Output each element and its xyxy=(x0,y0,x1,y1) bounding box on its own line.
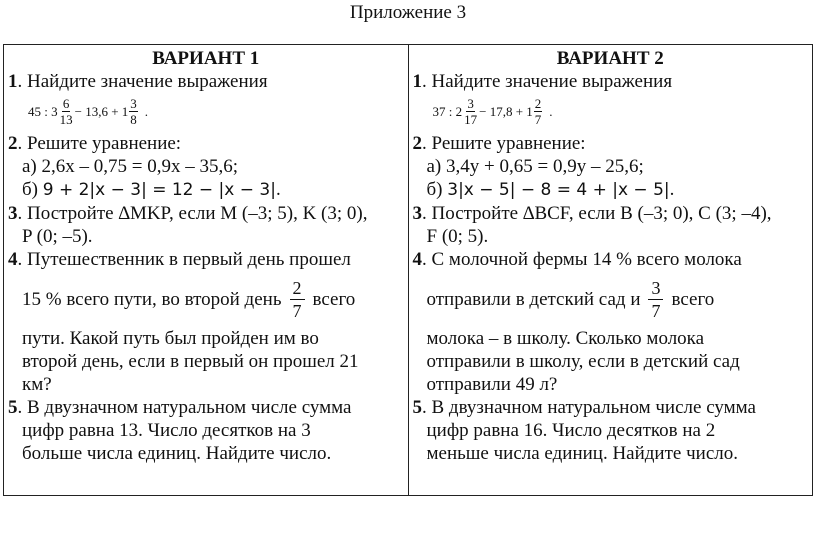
expr-part: − 13,6 + 1 xyxy=(74,103,129,119)
task-text: цифр равна 13. Число десятков на 3 xyxy=(22,420,311,441)
task-text: . С молочной фермы 14 % всего молока xyxy=(422,249,742,270)
expr-part: . xyxy=(549,103,553,119)
task-text: второй день, если в первый он прошел 21 xyxy=(22,351,359,372)
fraction xyxy=(534,96,543,127)
task-1 xyxy=(8,70,404,93)
numerator: 6 xyxy=(62,95,70,111)
task-text: . Постройте ∆MKP, если M (–3; 5), K (3; 0), xyxy=(17,203,368,224)
task-text: . В двузначном натуральном числе сумма xyxy=(422,397,756,418)
task-3 xyxy=(8,202,404,225)
task-number: 4 xyxy=(8,249,18,270)
expr-part: − 17,8 + 1 xyxy=(479,103,533,119)
task-text: отправили 49 л? xyxy=(426,374,558,395)
task-4-fraction-line xyxy=(8,271,404,327)
task-number: 3 xyxy=(412,203,422,224)
task-number: 1 xyxy=(412,71,422,92)
task-4-fraction-line xyxy=(413,271,809,327)
task-2 xyxy=(413,132,809,155)
numerator: 3 xyxy=(467,95,474,111)
task-number: 3 xyxy=(8,203,18,224)
label: . xyxy=(669,179,675,200)
task-text: больше числа единиц. Найдите число. xyxy=(22,443,332,464)
variant-1-cell xyxy=(4,45,409,496)
equation-b xyxy=(413,178,809,202)
fraction xyxy=(463,96,478,127)
expression xyxy=(433,94,809,128)
task-1 xyxy=(413,70,809,93)
task-4 xyxy=(413,248,809,271)
numerator: 3 xyxy=(648,277,663,300)
task-5 xyxy=(413,396,809,419)
appendix-title: Приложение 3 xyxy=(349,2,467,23)
variants-table xyxy=(3,44,813,496)
numerator: 2 xyxy=(290,277,305,300)
task-text: всего xyxy=(671,288,715,310)
fraction xyxy=(648,277,663,322)
task-number: 2 xyxy=(412,133,422,154)
task-number: 5 xyxy=(8,397,18,418)
task-text: F (0; 5). xyxy=(426,226,489,247)
numerator: 3 xyxy=(130,95,137,111)
equation-a: а) 3,4y + 0,65 = 0,9y – 25,6; xyxy=(426,156,644,177)
label: б) xyxy=(426,179,448,200)
task-text: . Постройте ∆BCF, если B (–3; 0), C (3; –4), xyxy=(422,203,772,224)
equation: 9 + 2|x − 3| = 12 − |x − 3| xyxy=(42,180,276,200)
task-text: цифр равна 16. Число десятков на 2 xyxy=(426,420,716,441)
expr-part: 37 : 2 xyxy=(432,103,463,119)
expression xyxy=(28,94,404,128)
denominator: 13 xyxy=(59,111,73,127)
task-text: км? xyxy=(22,374,52,395)
task-text: меньше числа единиц. Найдите число. xyxy=(426,443,738,464)
denominator: 17 xyxy=(464,111,478,127)
task-number: 5 xyxy=(412,397,422,418)
equation-b xyxy=(8,178,404,202)
task-number: 1 xyxy=(8,71,18,92)
denominator: 7 xyxy=(534,111,542,127)
label: . xyxy=(275,179,281,200)
task-text: отправили в школу, если в детский сад xyxy=(426,351,740,372)
equation: 3|x − 5| − 8 = 4 + |x − 5| xyxy=(447,180,670,200)
numerator: 2 xyxy=(534,95,542,111)
task-4 xyxy=(8,248,404,271)
fraction xyxy=(59,96,74,127)
label: б) xyxy=(22,179,43,200)
task-text: . Найдите значение выражения xyxy=(17,71,268,92)
expr-part: 45 : 3 xyxy=(28,103,58,119)
fraction xyxy=(129,96,138,127)
task-text: . Путешественник в первый день прошел xyxy=(17,249,351,270)
task-text: отправили в детский сад и xyxy=(426,288,641,310)
expr-part: . xyxy=(144,103,149,119)
task-5 xyxy=(8,396,404,419)
task-2 xyxy=(8,132,404,155)
task-3 xyxy=(413,202,809,225)
denominator: 7 xyxy=(292,300,302,321)
task-text: пути. Какой путь был пройден им во xyxy=(22,328,319,349)
variant-2-title: ВАРИАНТ 2 xyxy=(556,48,664,69)
task-text: . Решите уравнение: xyxy=(17,133,182,154)
task-text: молока – в школу. Сколько молока xyxy=(426,328,705,349)
task-text: . В двузначном натуральном числе сумма xyxy=(17,397,352,418)
variant-2-cell xyxy=(408,45,813,496)
task-text: P (0; –5). xyxy=(22,226,93,247)
task-number: 4 xyxy=(412,249,422,270)
task-number: 2 xyxy=(8,133,18,154)
equation-a: а) 2,6x – 0,75 = 0,9x – 35,6; xyxy=(22,156,239,177)
denominator: 7 xyxy=(651,300,661,321)
task-text: . Решите уравнение: xyxy=(422,133,586,154)
task-text: . Найдите значение выражения xyxy=(422,71,673,92)
task-text: 15 % всего пути, во второй день xyxy=(22,288,282,310)
task-text: всего xyxy=(312,288,356,310)
fraction xyxy=(290,277,305,322)
variant-1-title: ВАРИАНТ 1 xyxy=(152,48,260,69)
denominator: 8 xyxy=(130,111,137,127)
